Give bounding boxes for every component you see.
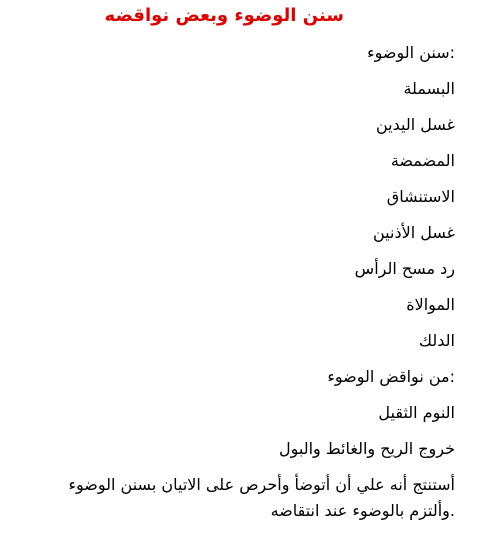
sunan-item: غسل الأذنين [373, 223, 455, 242]
sunan-item: الدلك [418, 331, 455, 350]
document-body [35, 40, 455, 524]
sunan-item: المضمضة [390, 151, 455, 170]
conclusion-line: .وألتزم بالوضوء عند انتقاضه [270, 501, 455, 520]
sunan-item: الاستنشاق [386, 187, 455, 206]
sunan-item: رد مسح الرأس [354, 259, 455, 278]
sunan-item: الموالاة [406, 295, 455, 314]
sunan-heading: :سنن الوضوء [367, 43, 455, 62]
page-title: سنن الوضوء وبعض نواقضه [104, 5, 344, 26]
conclusion-line: أستنتج أنه علي أن أتوضأ وأحرص على الاتيان بسنن الوضوء [68, 475, 455, 494]
sunan-item: غسل اليدين [375, 115, 455, 134]
nawaqid-heading: :من نواقض الوضوء [327, 367, 455, 386]
nawaqid-item: خروج الريح والغائط والبول [278, 439, 455, 458]
nawaqid-item: النوم الثقيل [378, 403, 455, 422]
sunan-item: البسملة [403, 79, 455, 98]
